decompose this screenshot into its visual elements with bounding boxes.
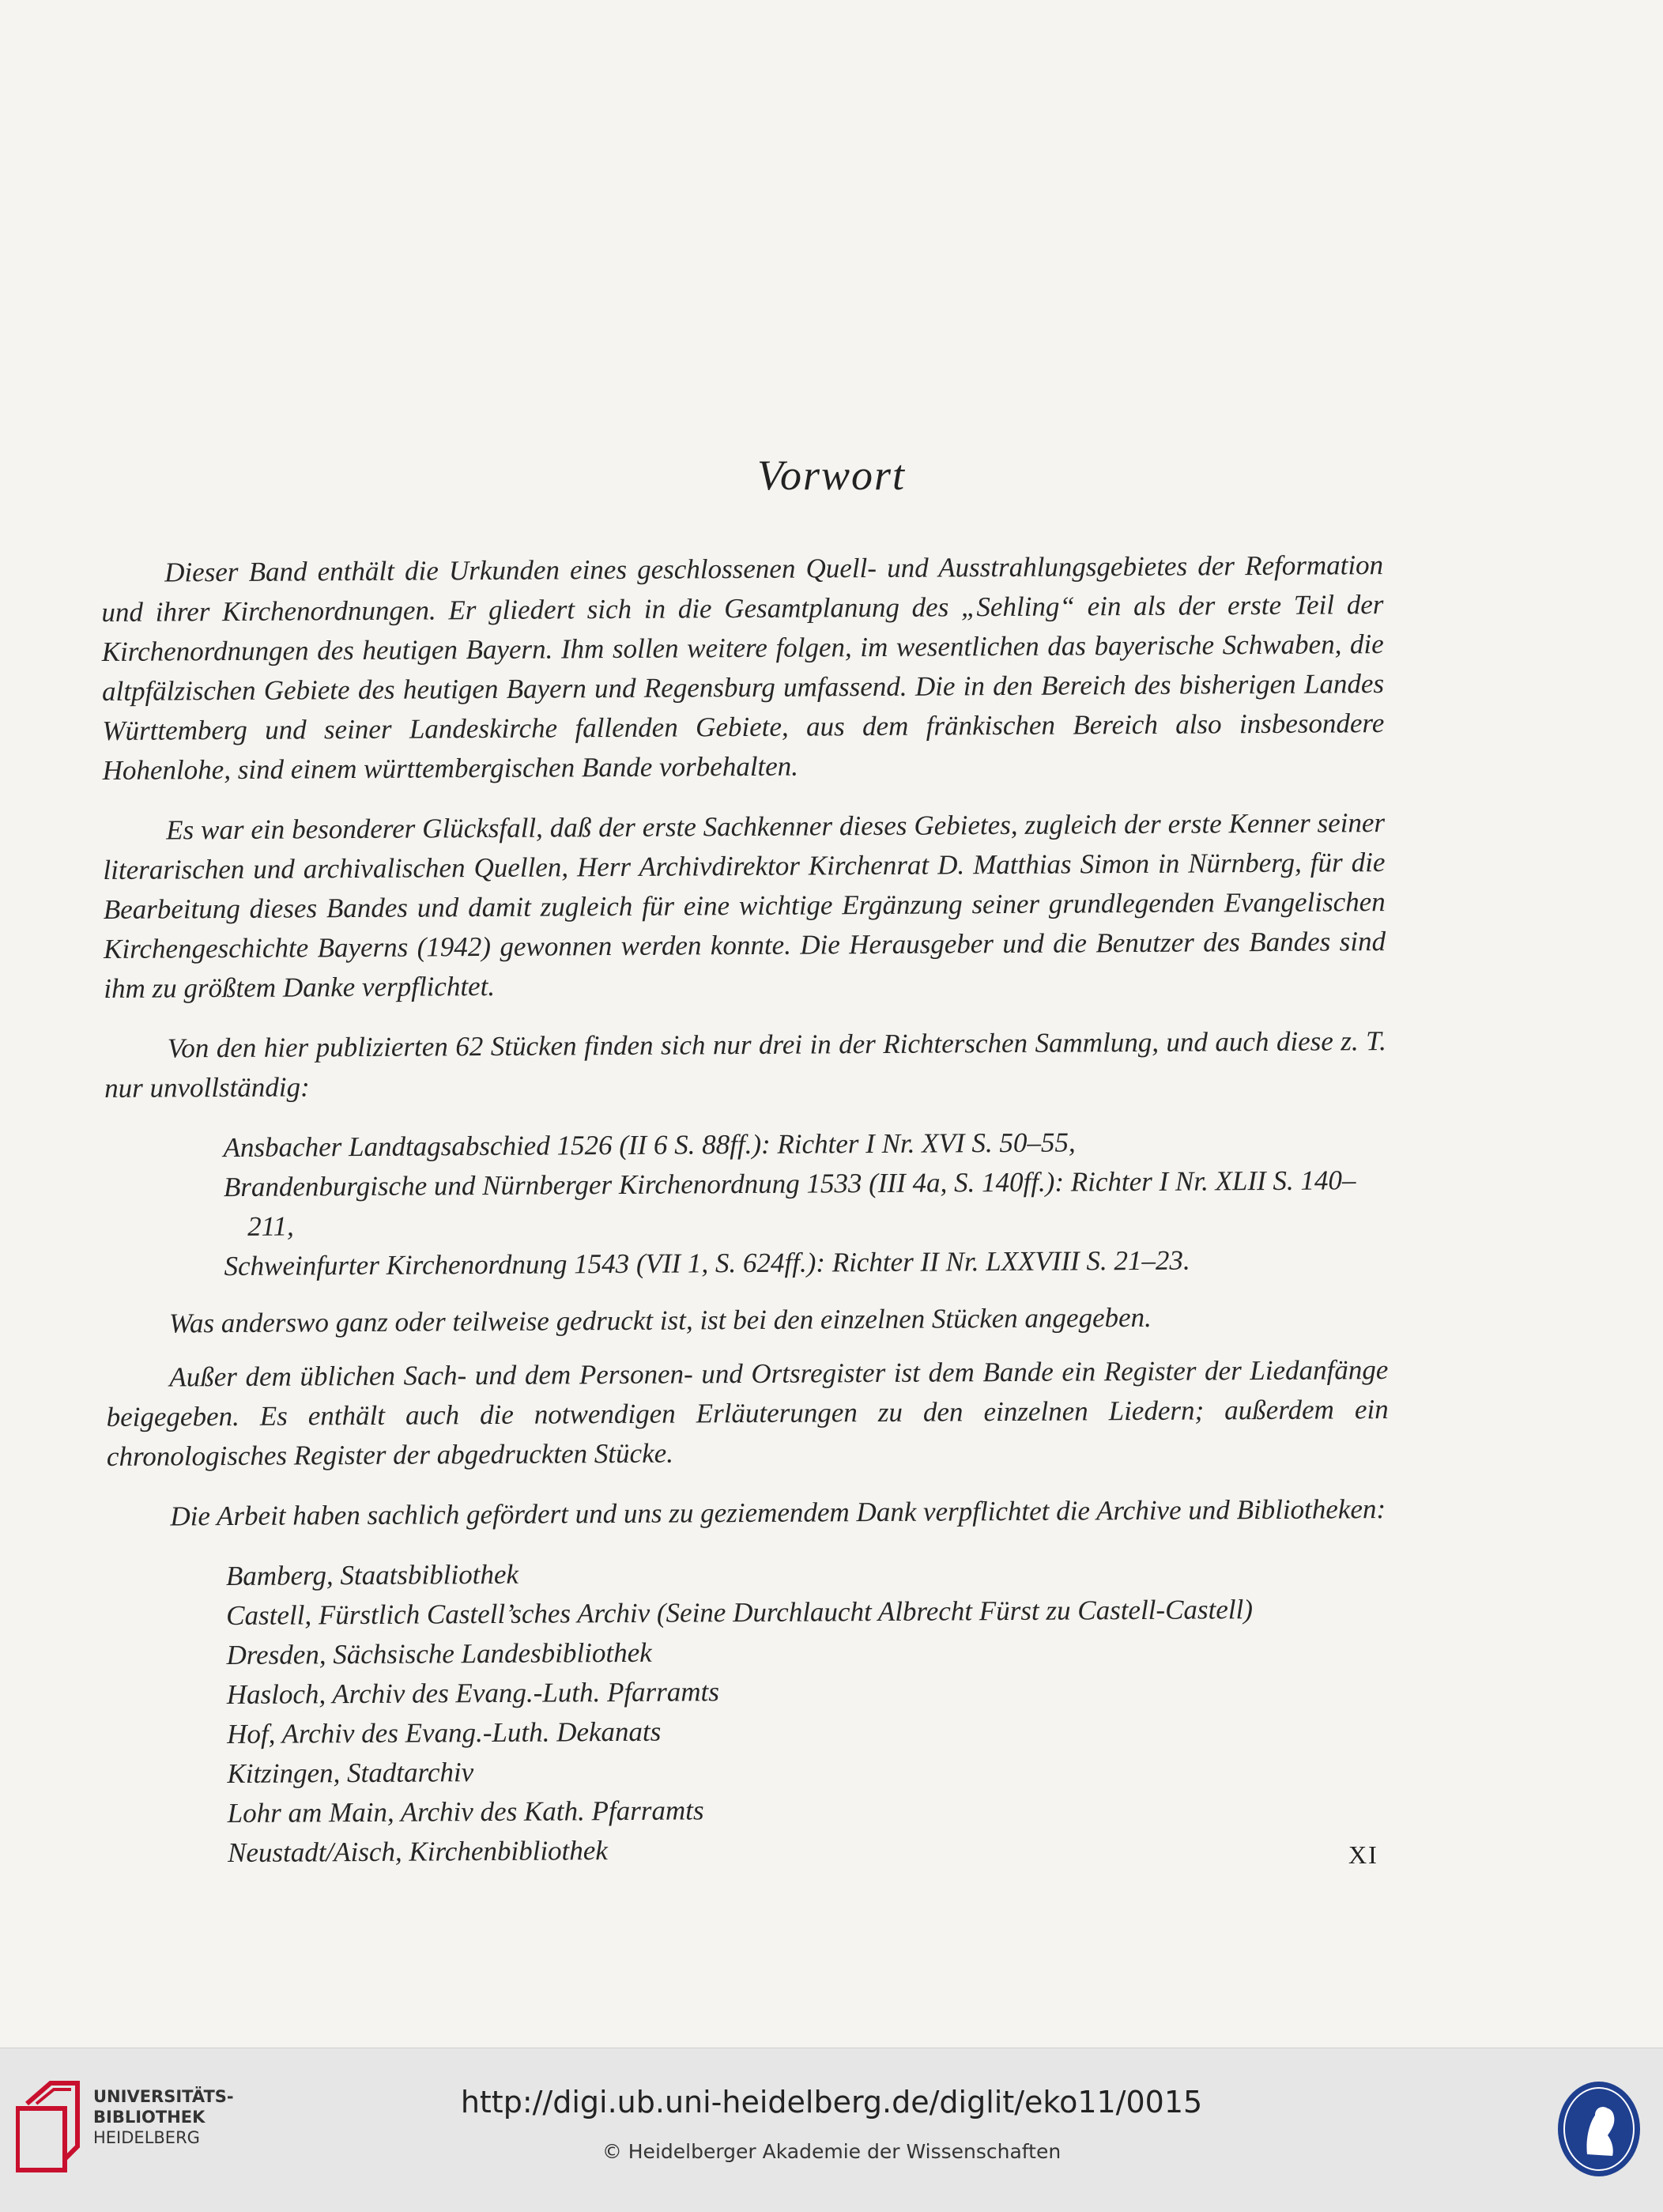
list-item: Schweinfurter Kirchenordnung 1543 (VII 1, S. 624ff.): Richter II Nr. LXXVIII S. 21–23. [224, 1244, 1190, 1282]
library-name-line2: BIBLIOTHEK [93, 2108, 206, 2127]
list-item: Neustadt/Aisch, Kirchenbibliothek [227, 1835, 609, 1869]
copyright-notice: © Heidelberger Akademie der Wissenschaften [601, 2140, 1062, 2163]
archives-list [226, 1550, 1391, 1873]
library-name-line1: UNIVERSITÄTS- [93, 2087, 234, 2106]
list-item: Lohr am Main, Archiv des Kath. Pfarramts [227, 1795, 704, 1829]
paragraph-registers: Außer dem üblichen Sach- und dem Personen- und Ortsregister ist dem Bande ein Register der Liedanfänge beigegeben. Es enthält auch die notwendigen Erläuterungen zu den einzelnen Liedern; außerdem ein chronologisches Register der abgedruckten Stücke. [106, 1354, 1389, 1472]
list-item: Hof, Archiv des Evang.-Luth. Dekanats [227, 1716, 662, 1750]
academy-seal-icon[interactable] [1556, 2078, 1642, 2180]
page-number: XI [1348, 1840, 1378, 1869]
list-item: Castell, Fürstlich Castell’sches Archiv (Seine Durchlaucht Albrecht Fürst zu Castell-Castell) [226, 1594, 1254, 1632]
list-item: Kitzingen, Stadtarchiv [227, 1757, 474, 1790]
list-item: Bamberg, Staatsbibliothek [225, 1558, 519, 1592]
document-body [101, 545, 1391, 1891]
paragraph-archives-intro: Die Arbeit haben sachlich gefördert und uns zu geziemendem Dank verpflichtet die Archive und Bibliotheken: [170, 1493, 1386, 1532]
paragraph-acknowledgement: Es war ein besonderer Glücksfall, daß der erste Sachkenner dieses Gebietes, zugleich der erste Kenner seiner literarischen und archivalischen Quellen, Herr Archivdirektor Kirchenrat D. Matthias Simon in Nürnberg, für die Bearbeitung dieses Bandes und damit zugleich für eine wichtige Ergänzung seiner grundlegenden Evangelischen Kirchengeschichte Bayerns (1942) gewonnen werden konnte. Die Herausgeber und die Benutzer des Bandes sind ihm zu größtem Danke verpflichtet. [103, 807, 1386, 1004]
paragraph-intro: Dieser Band enthält die Urkunden eines geschlossenen Quell- und Ausstrahlungsgebietes der Reformation und ihrer Kirchenordnungen. Er gliedert sich in die Gesamtplanung des „Sehling“ ein als der erste Teil der Kirchenordnungen des heutigen Bayern. Ihm sollen weitere folgen, im wesentlichen das bayerische Schwaben, die altpfälzischen Gebiete des heutigen Bayern und Regensburg umfassend. Die in den Bereich des bisherigen Landes Württemberg und seiner Landeskirche fallenden Gebiete, aus dem fränkischen Bereich also insbesondere Hohenlohe, sind einem württembergischen Bande vorbehalten. [101, 549, 1385, 786]
list-item: Hasloch, Archiv des Evang.-Luth. Pfarramts [226, 1676, 720, 1711]
list-item: Dresden, Sächsische Landesbibliothek [226, 1636, 652, 1671]
richter-list [223, 1121, 1387, 1286]
library-name-line3: HEIDELBERG [93, 2128, 200, 2147]
viewer-footer [0, 2048, 1663, 2212]
permalink-url[interactable]: http://digi.ub.uni-heidelberg.de/diglit/eko11/0015 [460, 2085, 1203, 2120]
page-title: Vorwort [756, 451, 907, 499]
list-item: Ansbacher Landtagsabschied 1526 (II 6 S. 88ff.): Richter I Nr. XVI S. 50–55, [223, 1127, 1076, 1164]
list-item: Brandenburgische und Nürnberger Kirchenordnung 1533 (III 4a, S. 140ff.): Richter I Nr. XLII S. 140–211, [223, 1165, 1356, 1242]
paragraph-richter: Von den hier publizierten 62 Stücken finden sich nur drei in der Richterschen Sammlung, und auch diese z. T. nur unvollständig: [104, 1025, 1386, 1104]
paragraph-printed-note: Was anderswo ganz oder teilweise gedruckt ist, ist bei den einzelnen Stücken angegeben. [168, 1301, 1152, 1339]
